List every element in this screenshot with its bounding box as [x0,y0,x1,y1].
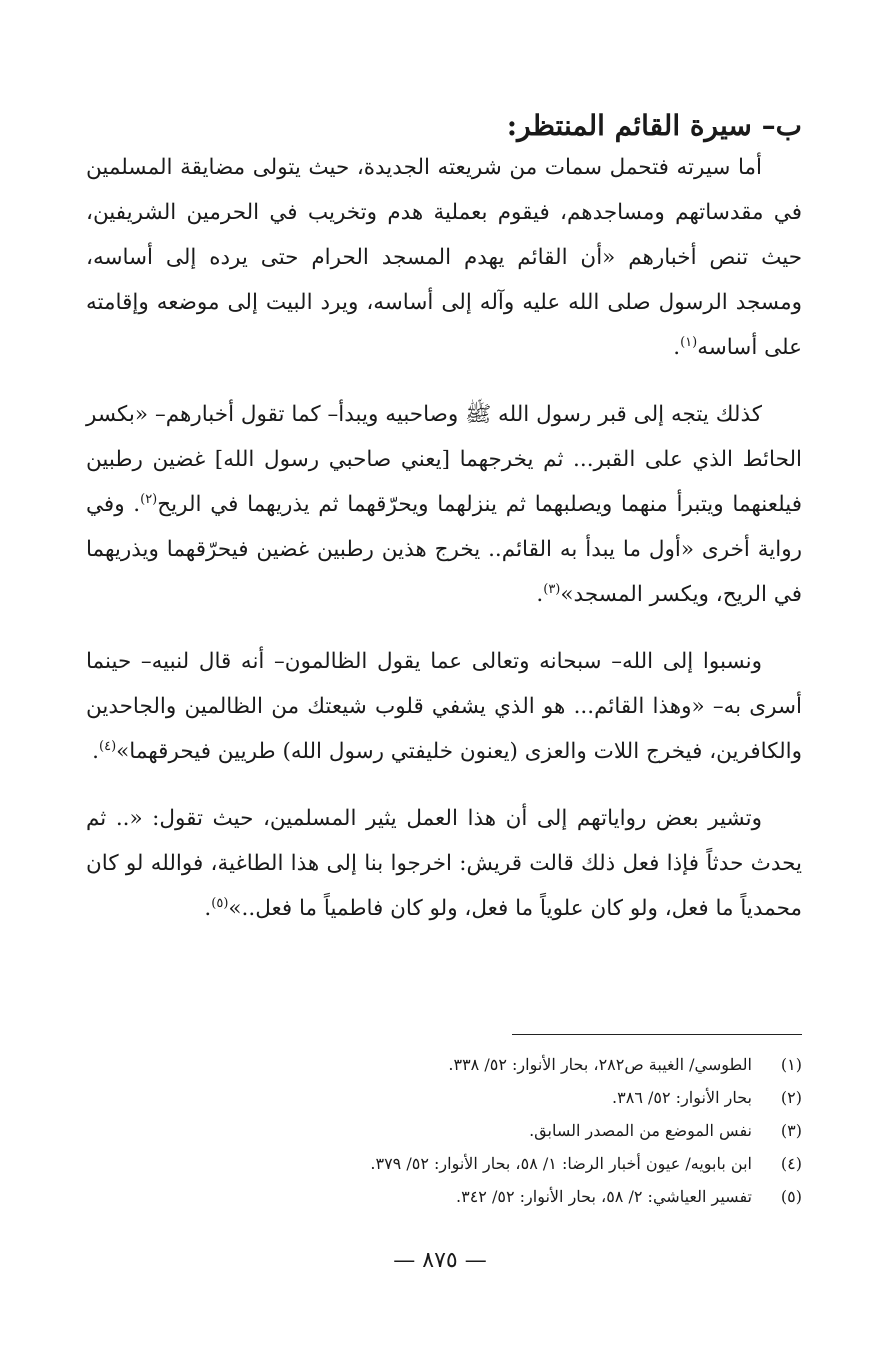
paragraph-end: . [92,739,99,764]
footnote-item [86,1114,802,1147]
footnote-text: نفس الموضع من المصدر السابق. [529,1121,752,1140]
footnote-item [86,1180,802,1213]
footnote-number: (٣) [780,1121,802,1140]
body-text [86,145,802,931]
footnote-text: تفسير العياشي: ٢/ ٥٨، بحار الأنوار: ٥٢/ ٣٤٢. [456,1187,752,1206]
footnote-number: (١) [780,1055,802,1074]
footnote-item [86,1081,802,1114]
section-heading: ب– سيرة القائم المنتظر: [506,109,802,143]
footnote-reference: (٥) [211,895,229,911]
footnote-reference: (٣) [543,581,561,597]
paragraph-end: . [536,582,544,607]
footnotes-list [86,1048,802,1213]
page-number: — ٨٧٥ — [393,1248,487,1273]
footnote-reference: (١) [680,334,698,350]
footnote-number: (٢) [780,1088,802,1107]
paragraph-end: . [673,335,681,360]
paragraph-4 [86,796,802,931]
paragraph-text: كذلك يتجه إلى قبر رسول الله ﷺ وصاحبيه ويبدأ– كما تقول أخبارهم– «بكسر الحائط الذي على القبر... ثم يخرجهما [يعني صاحبي رسول الله] غضين رطبين فيلعنهما ويتبرأ منهما ويصلبهما ثم ينزلهما ويحرّقهما ثم يذريهما في الريح [86,402,802,517]
footnote-text: ابن بابويه/ عيون أخبار الرضا: ١/ ٥٨، بحار الأنوار: ٥٢/ ٣٧٩. [370,1154,752,1173]
paragraph-text: أما سيرته فتحمل سمات من شريعته الجديدة، حيث يتولى مضايقة المسلمين في مقدساتهم ومساجدهم، فيقوم بعملية هدم وتخريب في الحرمين الشريفين، حيث تنص أخبارهم «أن القائم يهدم المسجد الحرام حتى يرده إلى أساسه، ومسجد الرسول صلى الله عليه وآله إلى أساسه، ويرد البيت إلى موضعه وإقامته على أساسه [86,155,802,360]
paragraph-text: وتشير بعض رواياتهم إلى أن هذا العمل يثير المسلمين، حيث تقول: «.. ثم يحدث حدثاً فإذا فعل ذلك قالت قريش: اخرجوا بنا إلى هذا الطاغية، فوالله لو كان محمدياً ما فعل، ولو كان علوياً ما فعل، ولو كان فاطمياً ما فعل..» [86,806,802,921]
footnote-reference: (٤) [99,738,117,754]
footnote-text: الطوسي/ الغيبة ص٢٨٢، بحار الأنوار: ٥٢/ ٣٣٨. [448,1055,752,1074]
footnote-reference: (٢) [140,491,158,507]
paragraph-end: . [204,896,212,921]
paragraph-1 [86,145,802,370]
footnote-item [86,1048,802,1081]
footnote-number: (٤) [780,1154,802,1173]
footnote-item [86,1147,802,1180]
footnote-text: بحار الأنوار: ٥٢/ ٣٨٦. [612,1088,752,1107]
footnote-number: (٥) [780,1187,802,1206]
paragraph-text: ونسبوا إلى الله– سبحانه وتعالى عما يقول الظالمون– أنه قال لنبيه– حينما أسرى به– «وهذا القائم... هو الذي يشفي قلوب شيعتك من الظالمين والجاحدين والكافرين، فيخرج اللات والعزى (يعنون خليفتي رسول الله) طريين فيحرقهما» [86,649,802,764]
paragraph-2 [86,392,802,617]
paragraph-3 [86,639,802,774]
paragraph-end: . وفي رواية أخرى «أول ما يبدأ به القائم.. يخرج هذين رطبين غضين فيحرّقهما ويذريهما في الريح، ويكسر المسجد» [86,492,802,607]
footnote-divider [512,1034,802,1035]
